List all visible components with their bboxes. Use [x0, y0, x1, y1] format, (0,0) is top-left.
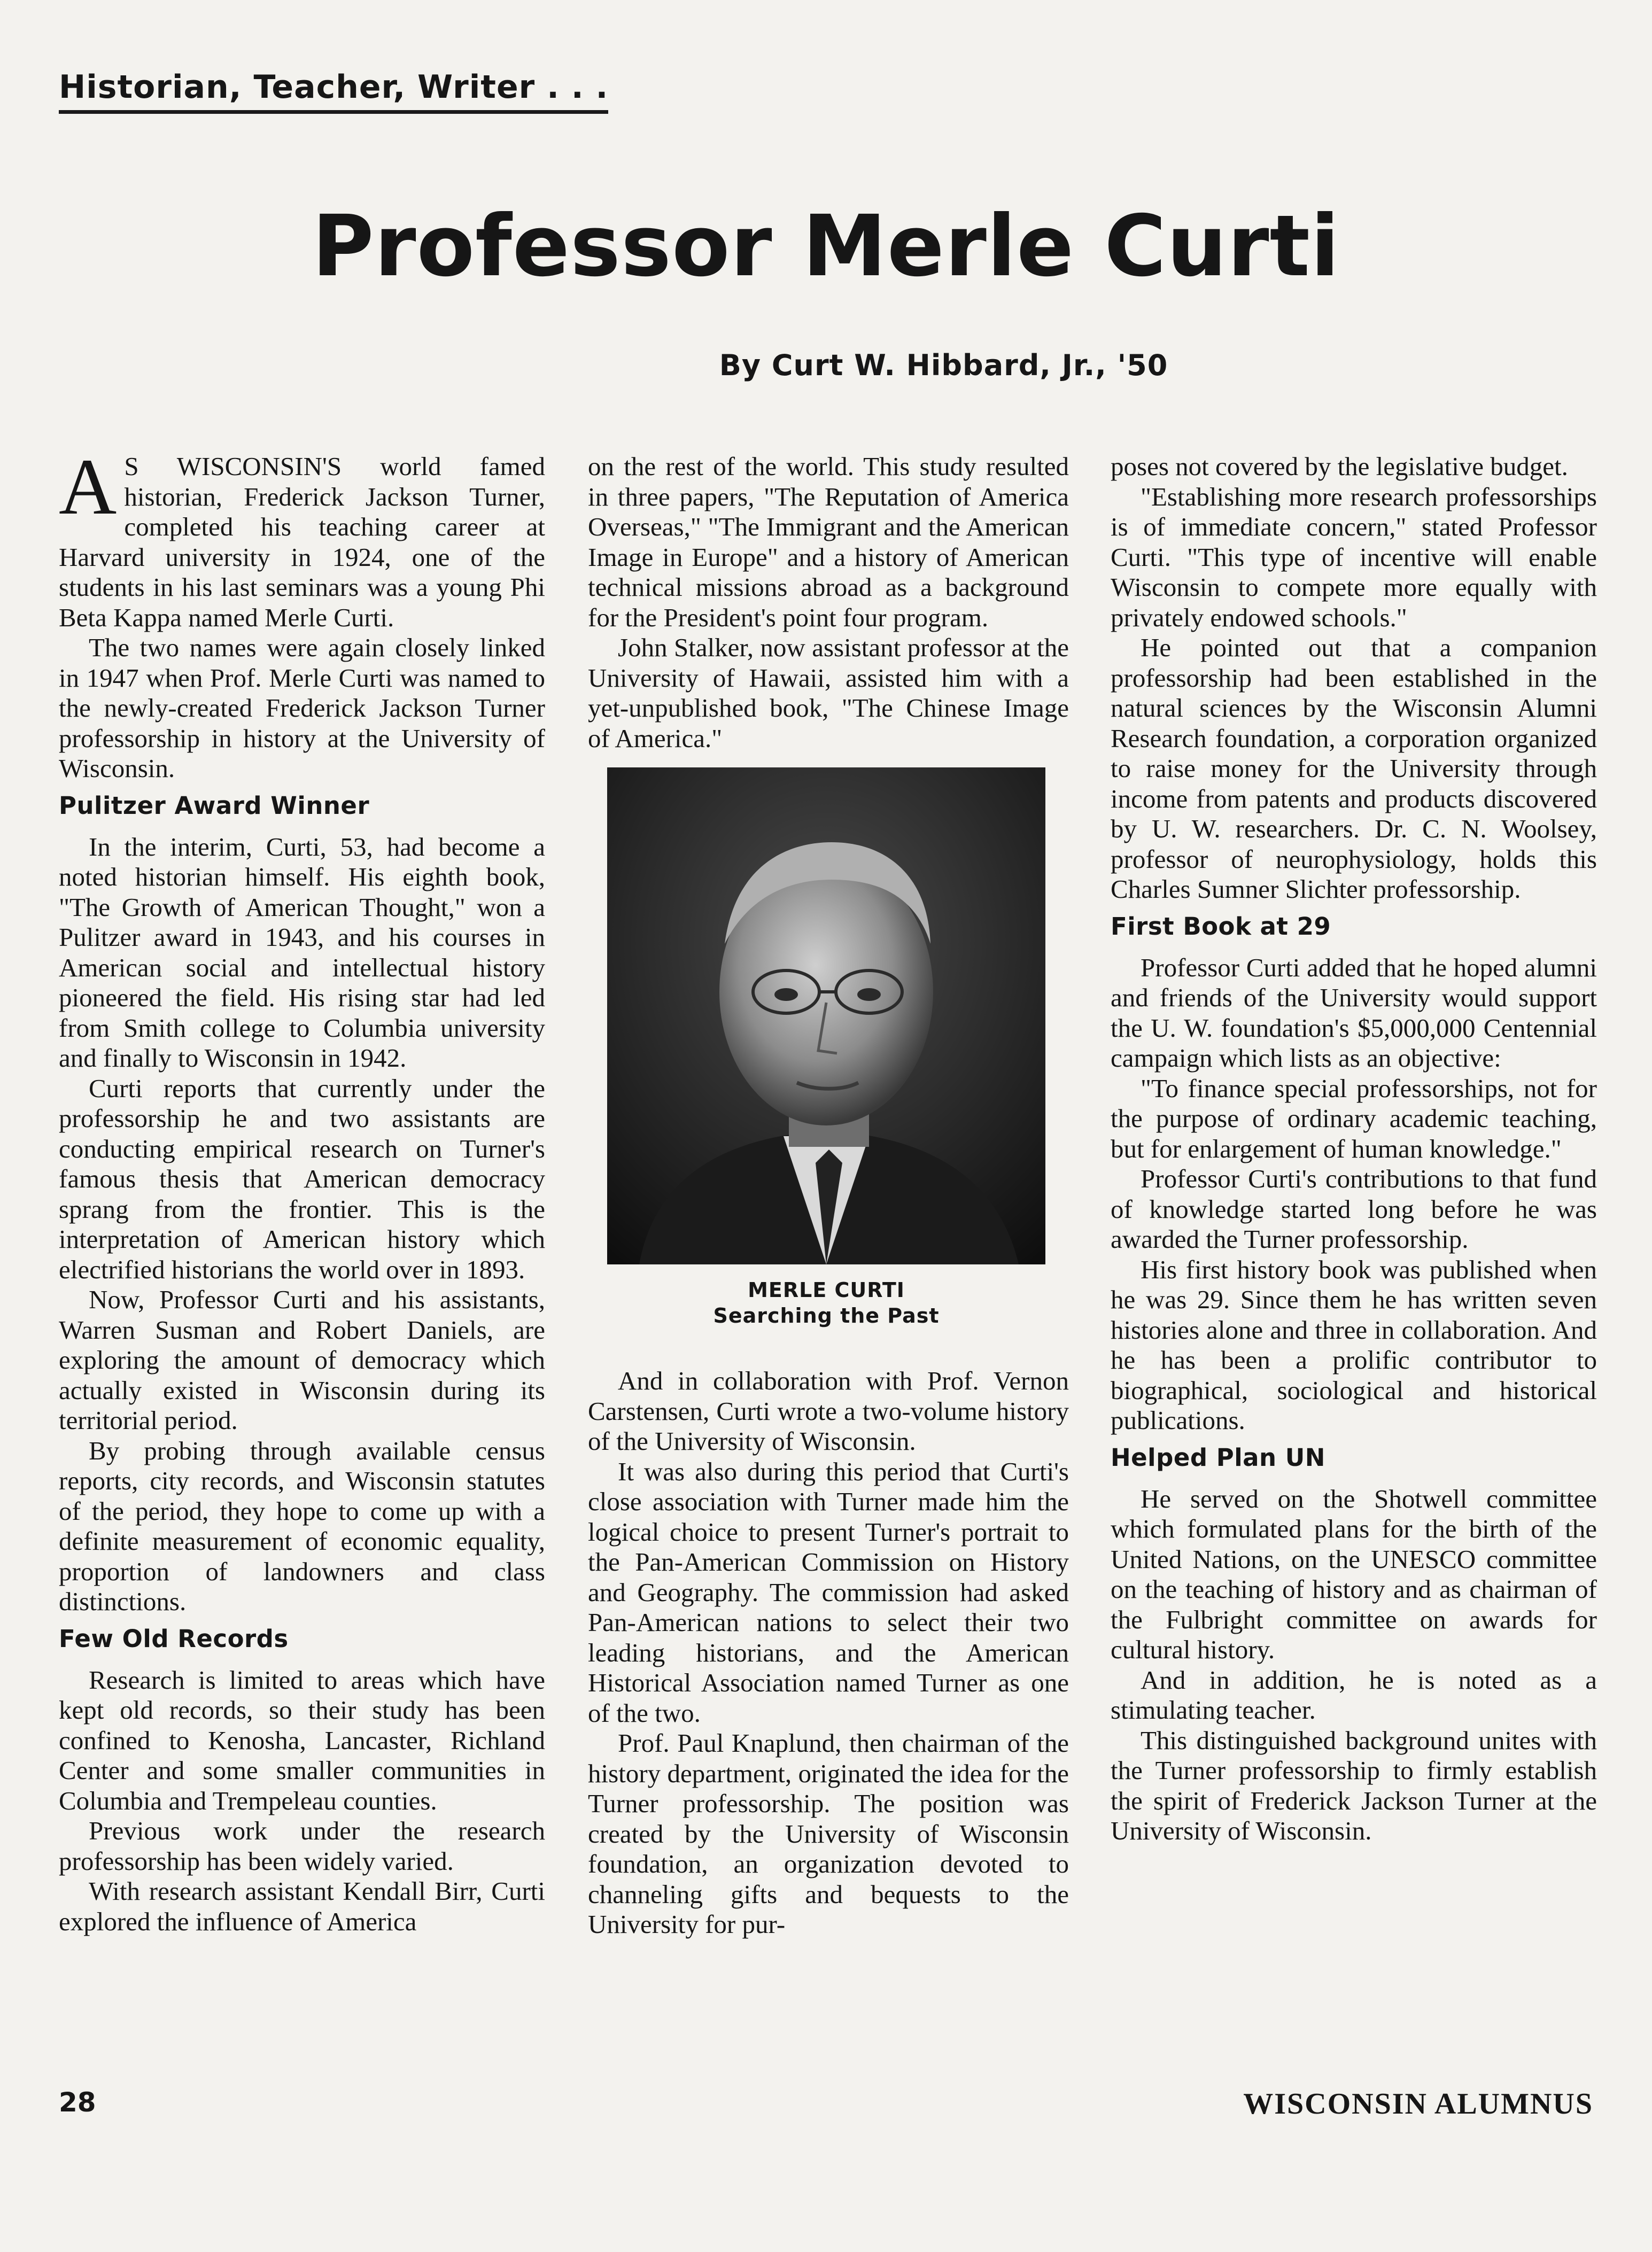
- paragraph: The two names were again closely linked in 1947 when Prof. Merle Curti was named to the newly-created Frederick Jackson Turner professorship in history at the University of Wisconsin.: [59, 633, 545, 783]
- paragraph: Curti reports that currently under the professorship he and two assistants are conducting empirical research on Turner's famous thesis that American democracy sprang from the frontier. This is the interpretation of American history which electrified historians the world over in 1893.: [59, 1073, 545, 1284]
- paragraph: "Establishing more research professorships is of immediate concern," stated Professor Curti. "This type of incentive will enable Wisconsin to compete more equally with privately endowed schools.": [1111, 482, 1597, 632]
- paragraph: Prof. Paul Knaplund, then chairman of the history department, originated the idea for the Turner professorship. The position was created by the University of Wisconsin foundation, an organization devoted to channeling gifts and bequests to the University for pur-: [588, 1728, 1069, 1939]
- paragraph: Previous work under the research professorship has been widely varied.: [59, 1816, 545, 1876]
- paragraph: He served on the Shotwell committee which formulated plans for the birth of the United Nations, on the UNESCO committee on the teaching of history and as chairman of the Fulbright committee on awards for cultural history.: [1111, 1484, 1597, 1664]
- photo-caption-subtitle: Searching the Past: [713, 1304, 940, 1327]
- portrait-photo: [607, 767, 1045, 1264]
- subhead-pulitzer: Pulitzer Award Winner: [59, 791, 370, 820]
- column-1: [59, 442, 545, 1937]
- paragraph: Now, Professor Curti and his assistants, Warren Susman and Robert Daniels, are exploring the amount of democracy which actually existed in Wisconsin during its territorial period.: [59, 1285, 545, 1435]
- drop-cap: A: [59, 442, 117, 531]
- subhead-first-book: First Book at 29: [1111, 912, 1331, 941]
- magazine-name: WISCONSIN ALUMNUS: [1243, 2087, 1593, 2121]
- lead-paragraph: [59, 442, 545, 633]
- paragraph: With research assistant Kendall Birr, Curti explored the influence of America: [59, 1876, 545, 1936]
- subhead-few-old-records: Few Old Records: [59, 1624, 289, 1653]
- paragraph: on the rest of the world. This study resulted in three papers, "The Reputation of America Overseas," "The Immigrant and the American Image in Europe" and a history of American technical missions abroad as a background for the President's point four program.: [588, 452, 1069, 632]
- paragraph: "To finance special professorships, not for the purpose of ordinary academic teaching, but for enlargement of human knowledge.": [1111, 1073, 1597, 1163]
- subhead-helped-plan-un: Helped Plan UN: [1111, 1443, 1325, 1472]
- paragraph: He pointed out that a companion professorship had been established in the natural sciences by the Wisconsin Alumni Research foundation, a corporation organized to raise money for the University through income from patents and products discovered by U. W. researchers. Dr. C. N. Woolsey, professor of neurophysiology, holds this Charles Sumner Slichter professorship.: [1111, 633, 1597, 904]
- paragraph: In the interim, Curti, 53, had become a noted historian himself. His eighth book, "The Growth of American Thought," won a Pulitzer award in 1943, and his courses in American social and intellectual history pioneered the field. His rising star had led from Smith college to Columbia university and finally to Wisconsin in 1942.: [59, 832, 545, 1073]
- portrait-figure: [607, 767, 1045, 1329]
- paragraph: Professor Curti added that he hoped alumni and friends of the University would support the U. W. foundation's $5,000,000 Centennial campaign which lists as an objective:: [1111, 952, 1597, 1073]
- paragraph: It was also during this period that Curti's close association with Turner made him the logical choice to present Turner's portrait to the Pan-American Commission on History and Geography. The commission had asked Pan-American nations to select their two leading historians, and the American Historical Association named Turner as one of the two.: [588, 1456, 1069, 1728]
- page-number: 28: [59, 2087, 96, 2118]
- paragraph: And in addition, he is noted as a stimulating teacher.: [1111, 1665, 1597, 1725]
- article-headline: Professor Merle Curti: [312, 197, 1340, 296]
- lead-paragraph-text: S WISCONSIN'S world famed historian, Frederick Jackson Turner, completed his teaching career at Harvard university in 1924, one of the students in his last seminars was a young Phi Beta Kappa named Merle Curti.: [59, 452, 545, 632]
- column-2: [588, 452, 1069, 1940]
- paragraph: His first history book was published when he was 29. Since them he has written seven histories alone and three in collaboration. And he has been a prolific contributor to biographical, sociological and historical publications.: [1111, 1254, 1597, 1435]
- paragraph: poses not covered by the legislative budget.: [1111, 452, 1568, 481]
- paragraph: John Stalker, now assistant professor at the University of Hawaii, assisted him with a yet-unpublished book, "The Chinese Image of America.": [588, 633, 1069, 753]
- paragraph: By probing through available census reports, city records, and Wisconsin statutes of the period, they hope to come up with a definite measurement of economic equality, proportion of landowners and class distinctions.: [59, 1435, 545, 1616]
- section-kicker: Historian, Teacher, Writer . . .: [59, 68, 608, 114]
- column-3: [1111, 452, 1597, 1846]
- paragraph: This distinguished background unites with the Turner professorship to firmly establish the spirit of Frederick Jackson Turner at the University of Wisconsin.: [1111, 1725, 1597, 1845]
- paragraph: And in collaboration with Prof. Vernon Carstensen, Curti wrote a two-volume history of the University of Wisconsin.: [588, 1366, 1069, 1456]
- photo-caption-name: MERLE CURTI: [748, 1278, 905, 1302]
- paragraph: Research is limited to areas which have kept old records, so their study has been confined to Kenosha, Lancaster, Richland Center and some smaller communities in Columbia and Trempeleau counties.: [59, 1665, 545, 1815]
- paragraph: Professor Curti's contributions to that fund of knowledge started long before he was awarded the Turner professorship.: [1111, 1164, 1597, 1254]
- article-byline: By Curt W. Hibbard, Jr., '50: [719, 348, 1168, 382]
